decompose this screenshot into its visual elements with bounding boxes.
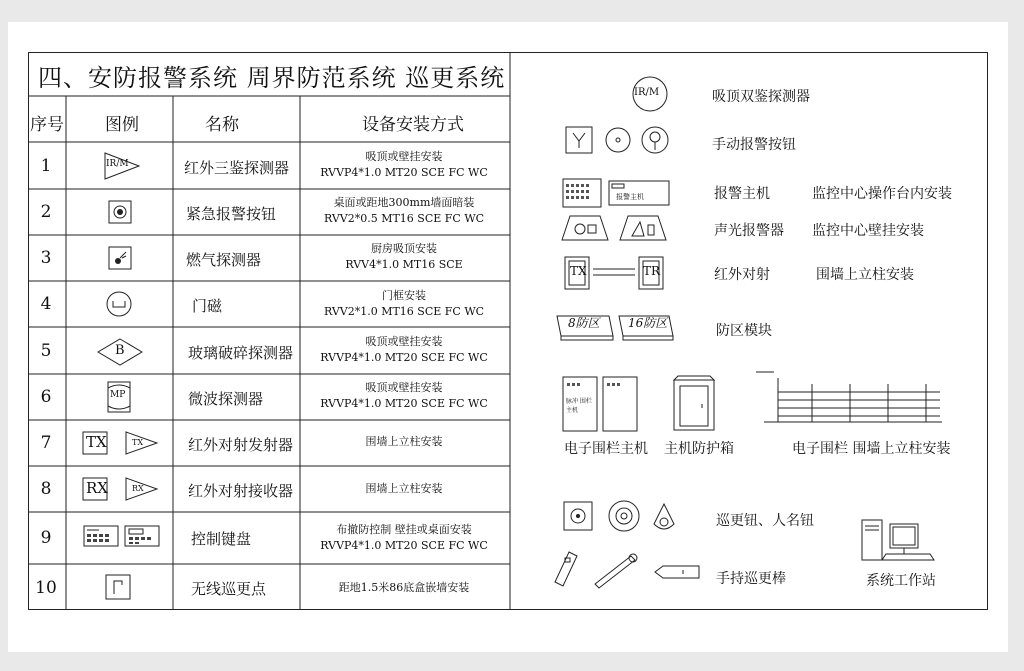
- row-install: 距地1.5米86底盒嵌墙安装: [338, 581, 470, 594]
- row-install: 吸顶或壁挂安装 RVVP4*1.0 MT20 SCE FC WC: [320, 335, 488, 364]
- row-number: 4: [40, 294, 52, 314]
- row-name: 无线巡更点: [191, 580, 267, 598]
- row-install: 布撤防控制 壁挂或桌面安装 RVVP4*1.0 MT20 SCE FC WC: [320, 523, 488, 552]
- row-name: 红外三鉴探测器: [184, 159, 290, 177]
- row-install: 吸顶或壁挂安装 RVVP4*1.0 MT20 SCE FC WC: [320, 150, 488, 179]
- icon-label: TX: [86, 433, 107, 451]
- row-install: 厨房吸顶安装 RVV4*1.0 MT16 SCE: [345, 242, 463, 271]
- alarm-host-label: 报警主机: [714, 186, 770, 202]
- row-install: 围墙上立柱安装: [365, 482, 443, 495]
- zone8-text: 8防区: [568, 316, 600, 330]
- icon-label: MP: [110, 390, 126, 400]
- patrol-button-icon: [562, 500, 682, 534]
- sounder-label: 声光报警器: [714, 223, 784, 239]
- workstation-label: 系统工作站: [866, 573, 936, 589]
- ir-beam-rx-text: TR: [643, 264, 661, 278]
- ceiling-detector-label: 吸顶双鉴探测器: [712, 89, 810, 105]
- row-name: 燃气探测器: [186, 251, 262, 269]
- row-number: 8: [40, 479, 52, 499]
- manual-button-label: 手动报警按钮: [712, 137, 796, 153]
- ir-beam-install: 围墙上立柱安装: [816, 267, 914, 283]
- header-legend: 图例: [105, 115, 139, 135]
- row-name: 紧急报警按钮: [186, 205, 277, 223]
- header-install: 设备安装方式: [362, 115, 464, 135]
- patrol-button-label: 巡更钮、人名钮: [716, 513, 814, 529]
- icon-label: RX: [86, 479, 108, 497]
- alarm-host-device-text: 报警主机: [616, 193, 644, 201]
- workstation-icon: [860, 518, 940, 564]
- icon-label: RX: [132, 484, 144, 493]
- door-magnet-icon: [105, 290, 133, 318]
- row-number: 5: [40, 341, 52, 361]
- patrol-wand-label: 手持巡更棒: [716, 571, 786, 587]
- alarm-host-install: 监控中心操作台内安装: [812, 186, 952, 202]
- icon-label: TX: [132, 438, 144, 447]
- row-number: 9: [40, 528, 52, 548]
- electronic-fence-icon: [754, 368, 944, 428]
- zone-module-label: 防区模块: [716, 323, 772, 339]
- row-number: 7: [40, 433, 52, 453]
- row-number: 3: [40, 248, 52, 268]
- row-install: 吸顶或壁挂安装 RVVP4*1.0 MT20 SCE FC WC: [320, 381, 488, 410]
- fence-host-device-text: 脉冲 围栏主机: [566, 398, 592, 414]
- sounder-icon: [560, 214, 670, 242]
- wireless-patrol-point-icon: [105, 574, 131, 600]
- row-name: 门磁: [192, 297, 223, 315]
- zone16-text: 16防区: [628, 316, 668, 330]
- icon-label: IR/M: [634, 87, 660, 98]
- row-name: 玻璃破碎探测器: [188, 344, 294, 362]
- manual-alarm-button-icon: [564, 124, 684, 158]
- row-name: 红外对射发射器: [188, 436, 294, 454]
- header-name: 名称: [205, 115, 239, 135]
- row-install: 围墙上立柱安装: [365, 435, 443, 448]
- row-install: 门框安装 RVV2*1.0 MT16 SCE FC WC: [323, 289, 485, 318]
- emergency-button-icon: [108, 200, 132, 224]
- row-number: 10: [35, 578, 57, 598]
- patrol-wand-icon: [555, 550, 705, 590]
- row-number: 6: [40, 387, 52, 407]
- icon-label: IR/M: [106, 159, 129, 169]
- control-keypad-icon: [83, 524, 163, 550]
- row-name: 红外对射接收器: [188, 482, 294, 500]
- header-no: 序号: [30, 115, 64, 135]
- row-install: 桌面或距地300mm墙面暗装 RVV2*0.5 MT16 SCE FC WC: [323, 196, 485, 225]
- host-protection-box-icon: [672, 374, 716, 432]
- ir-beam-label: 红外对射: [714, 267, 770, 283]
- fence-label: 电子围栏 围墙上立柱安装: [792, 441, 951, 457]
- row-name: 控制键盘: [191, 530, 252, 548]
- fence-host-label: 电子围栏主机: [564, 441, 648, 457]
- row-number: 2: [40, 202, 52, 222]
- icon-label: B: [115, 343, 125, 358]
- ir-beam-tx-text: TX: [570, 264, 587, 278]
- gas-detector-icon: [108, 246, 132, 270]
- sounder-install: 监控中心壁挂安装: [812, 223, 924, 239]
- page-title: 四、安防报警系统 周界防范系统 巡更系统: [38, 64, 506, 92]
- row-name: 微波探测器: [188, 390, 264, 408]
- row-number: 1: [40, 156, 52, 176]
- host-box-label: 主机防护箱: [664, 441, 734, 457]
